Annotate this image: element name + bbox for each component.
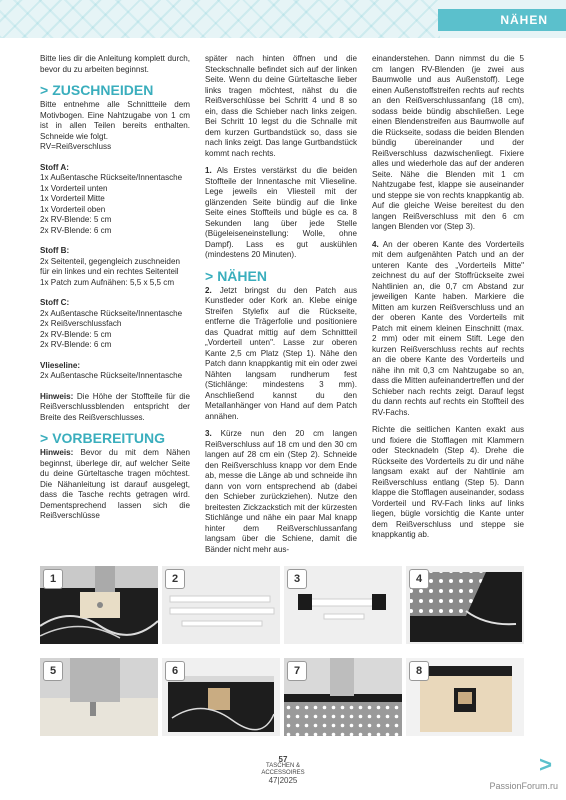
step-photo-2 [162, 566, 280, 644]
cut-text-body: Bitte entnehme alle Schnittteile dem Motivbogen. Eine Nahtzugabe von 1 cm ist in allen Teilen bereits enthalten. Schneide wie folgt. [40, 100, 190, 141]
page-folio [243, 756, 323, 784]
cut-text [40, 100, 190, 153]
page-number: 57 [278, 755, 288, 764]
column-3 [372, 54, 524, 548]
step-photo-1 [40, 566, 158, 644]
heading-vorbereitung [40, 430, 190, 446]
step-number-badge: 3 [287, 569, 307, 589]
list-item: 2x Reißverschlussfach [40, 319, 122, 328]
step-number-badge: 6 [165, 661, 185, 681]
chevron-right-icon: > [205, 267, 214, 284]
step-number-badge: 1 [43, 569, 63, 589]
heading-label: VORBEREITUNG [52, 430, 165, 446]
next-page-chevron-icon: > [539, 752, 552, 777]
step-number: 3. [205, 429, 212, 438]
chevron-right-icon: > [40, 430, 49, 446]
step-1 [205, 166, 357, 261]
step-photo-3 [284, 566, 402, 644]
issue-number: 47|2025 [268, 776, 298, 785]
list-item: 2x RV-Blende: 6 cm [40, 225, 112, 235]
step-number: 1. [205, 166, 212, 175]
vlies-title: Vlieseline: [40, 360, 81, 370]
hint-text [40, 392, 190, 424]
step-body: Kürze nun den 20 cm langen Reißverschluss auf 18 cm und den 30 cm langen auf 28 cm ein (Step 2). Schneide den Reißverschluss knapp vor dem Ende ab, messe die Länge ab und schneide ihn dann von vorn entsprechend ab (dabei den Schieber zurückziehen). Nutze den breitesten Zickzackstich mit der kürzesten Stichlänge und nähe ein paar Mal knapp hinter dem Reißverschlussanfang langsam über die Schiene, damit die Bänder nicht mehr aus- [205, 429, 357, 554]
step-number-badge: 4 [409, 569, 429, 589]
heading-naehen [205, 268, 357, 284]
section-tab: NÄHEN [438, 9, 566, 31]
hint-body: Die Höhe der Stoffteile für die Reißverschlussblenden entspricht der Breite des Reißverschlusses. [40, 391, 190, 422]
rv-abbreviation: RV=Reißverschluss [40, 142, 112, 151]
list-item: 2x RV-Blende: 5 cm [40, 329, 112, 339]
stoff-b-list [40, 257, 190, 289]
list-item: 2x Außentasche Rückseite/Innentasche [40, 371, 183, 380]
stoff-a-title: Stoff A: [40, 162, 69, 172]
step-photo-8 [406, 658, 524, 736]
step-number: 2. [205, 285, 212, 295]
list-item: 1x Vorderteil oben [40, 204, 106, 214]
list-item: 2x RV-Blende: 5 cm [40, 215, 112, 224]
hint-label: Hinweis: [40, 391, 74, 401]
heading-label: ZUSCHNEIDEN [52, 82, 154, 98]
magazine-name-line-2: ACCESSOIRES [261, 770, 305, 776]
step-body: An der oberen Kante des Vorderteils mit dem aufgenähten Patch und an der unteren Kante des „Vorderteils Mitte" zeichnest du auf der Stoffrückseite zwei Nahtlinien an, die 0,7 cm Abstand zur jeweiligen Kante haben. Markiere die Mitten am kurzen Reißverschluss und an der oberen Kante des Vorderteils mit Patch mit einem kleinen Einschnitt (max. 2 mm) oder mit einem Stift. Lege den kurzen Reißverschluss rechts auf rechts an die obere Kante des Vorderteils und nähe ihn mit 0,3 cm Nahtzugabe so an, dass die Mitten aufeinandertreffen und der Schieber nach rechts zeigt. Darauf legst du dann rechts auf rechts ein Stoffteil des RV-Fachs. [372, 239, 524, 417]
list-item: 1x Vorderteil unten [40, 183, 108, 193]
intro-text: Bitte lies dir die Anleitung komplett durch, bevor du zu arbeiten beginnst. [40, 54, 190, 74]
step-number-badge: 2 [165, 569, 185, 589]
continued-text: später nach hinten öffnen und die Steckschnalle befindet sich auf der linken Seite. Wenn du deine Gürteltasche lieber links tragen möchtest, nähst du die Reißverschlüsse bei Schritt 4 und 8 so ein, dass die Schieber nach links zeigen. Bei Schritt 10 legst du die Schnalle mit dem kurzen Gurtbandstück so, dass sie nach links zeigt. Das lange Gurtbandstück kommt nach rechts. [205, 54, 357, 158]
stoff-a-list [40, 173, 190, 236]
step-3-continued: einanderstehen. Dann nimmst du die 5 cm langen RV-Blenden (je zwei aus Baumwolle und aus Außenstoff). Lege einen Außenstoffstreifen rechts auf rechts an den Reißverschlussanfang (18 cm), sodass beide bündig abschließen. Lege einen Blendenstreifen aus Baumwolle auf die Rückseite, sodass die beiden Blenden bündig übereinander und der Reißverschluss dazwischenliegt. Fixiere alles und wiederhole das auf der anderen Seite. Nähe die Blenden mit 1 cm Nahtzugabe fest, klappe sie auseinander und steppe sie von rechts knappkantig ab. Auf die gleiche Weise bereitest du den langen Reißverschluss mit den 6 cm langen Blenden vor (Step 3). [372, 54, 524, 231]
list-item: 1x Vorderteil Mitte [40, 194, 105, 203]
step-photo-5 [40, 658, 158, 736]
prep-body: Bevor du mit dem Nähen beginnst, überlege dir, auf welcher Seite du deine Gürteltasche tragen möchtest. Die Nähanleitung ist darauf ausgelegt, dass die Tasche rechts getragen wird. Dementsprechend lassen sich die Reißverschlüsse [40, 448, 190, 520]
list-item: 1x Außentasche Rückseite/Innentasche [40, 173, 183, 182]
step-2 [205, 286, 357, 423]
step-body: Als Erstes verstärkst du die beiden Stoffteile der Innentasche mit Vlieseline. Lege jeweils ein Vliesteil mit der glänzenden Seite bündig auf die linke Seite eines Stoffteils und bügle es ca. 8 Sekunden lang über jede Stelle (Bügeleiseneinstellung: Wolle, ohne Dampf). Lass es gut auskühlen (mindestens 20 Minuten). [205, 166, 357, 259]
step-body: Jetzt bringst du den Patch aus Kunstleder oder Kork an. Klebe einige Streifen Stylefix auf die Rückseite, entferne die Trägerfolie und positioniere das Quadrat mittig auf dem Schnittteil „Vorderteil unten". Lasse zur oberen Kante 2,5 cm Platz (Step 1). Nähe den Patch dann knappkantig mit ein oder zwei Nähten langsam rundherum fest (Stichlänge: mindestens 3 mm). Anschließend kannst du den Metallanhänger von Hand auf dem Patch annähen. [205, 285, 357, 421]
prep-label: Hinweis: [40, 448, 74, 457]
prep-text [40, 448, 190, 522]
step-4 [372, 240, 524, 419]
vlies-list [40, 371, 190, 382]
list-item: 2x RV-Blende: 6 cm [40, 340, 112, 349]
list-item: 2x Außentasche Rückseite/Innentasche [40, 308, 183, 318]
heading-label: NÄHEN [217, 267, 267, 284]
list-item: 1x Patch zum Aufnähen: 5,5 x 5,5 cm [40, 277, 175, 287]
watermark: PassionForum.ru [489, 781, 558, 791]
heading-zuschneiden [40, 82, 190, 98]
step-photo-4 [406, 566, 524, 644]
step-photo-6 [162, 658, 280, 736]
magazine-name-line-1: TASCHEN & [266, 763, 300, 769]
step-number: 4. [372, 239, 379, 249]
column-1 [40, 54, 190, 529]
header-band [0, 0, 566, 38]
stoff-c-title: Stoff C: [40, 298, 70, 307]
stoff-b-title: Stoff B: [40, 246, 70, 255]
step-3 [205, 429, 357, 555]
step-number-badge: 5 [43, 661, 63, 681]
step-photos [40, 566, 524, 746]
step-number-badge: 7 [287, 661, 307, 681]
header-pattern [0, 0, 440, 38]
step-4-continued: Richte die seitlichen Kanten exakt aus und fixiere die Stofflagen mit Klammern oder Stecknadeln (Step 4). Drehe die Rückseite des Vorderteils zu dir und nähe langsam exakt auf der Nahtlinie am Reißverschluss entlang (Step 5). Dann klappe die Stofflagen auseinander, sodass Vorderteil und RV-Fach links auf links liegen, bügle vorsichtig die Kante unter dem Reißverschluss und steppe sie knappkantig ab. [372, 425, 524, 539]
step-number-badge: 8 [409, 661, 429, 681]
list-item: 2x Seitenteil, gegengleich zuschneiden für ein linkes und ein rechtes Seitenteil [40, 256, 180, 276]
step-photo-7 [284, 658, 402, 736]
chevron-right-icon: > [40, 82, 49, 98]
stoff-c-list [40, 309, 190, 351]
column-2 [205, 54, 357, 562]
